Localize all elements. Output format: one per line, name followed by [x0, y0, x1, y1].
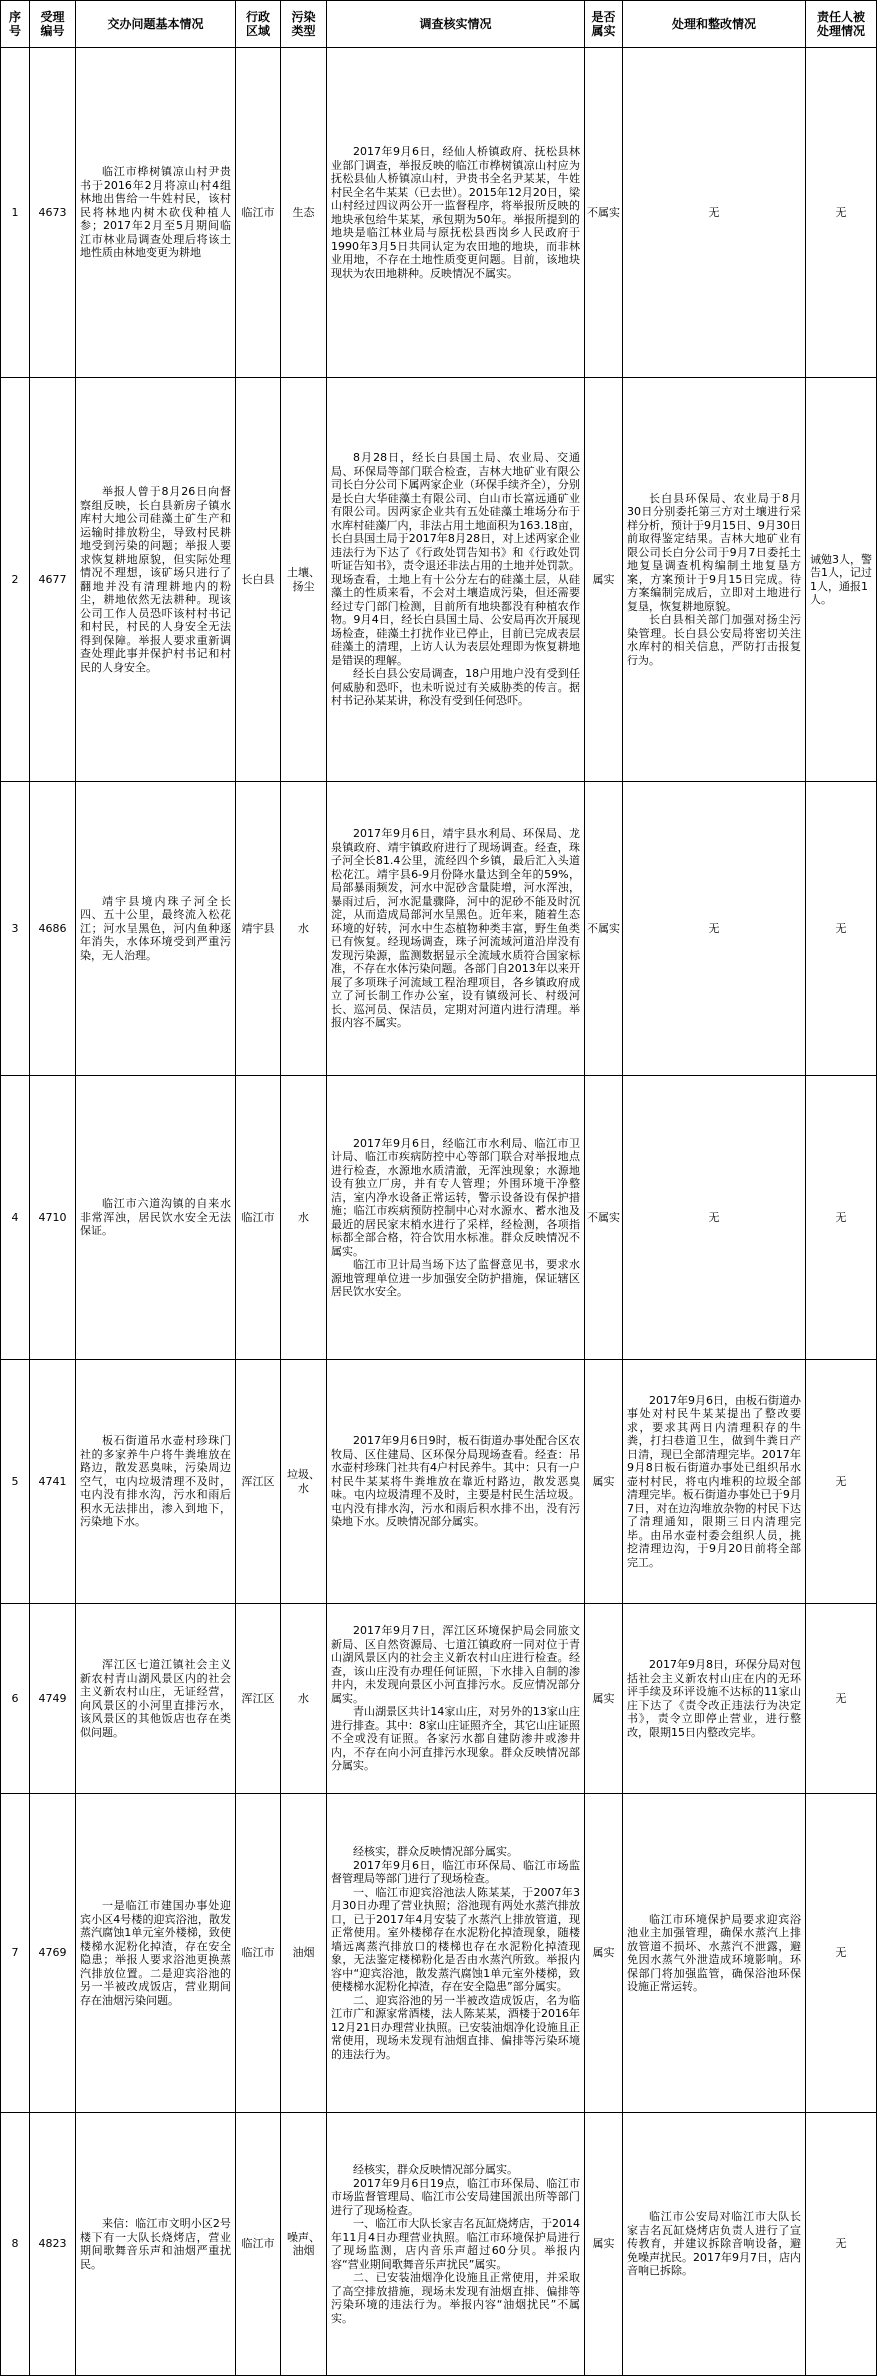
header-verified — [585, 0, 623, 48]
handling-text: 无 — [708, 921, 720, 935]
pollution-type-cell — [281, 1604, 327, 1794]
investigation-cell — [327, 782, 585, 1076]
accountability-text: 无 — [835, 205, 847, 219]
investigation-cell — [327, 2113, 585, 2376]
investigation-text: 一、临江市迎宾浴池法人陈某某，于2007年3月30日办理了营业执照；浴池现有两处水蒸汽排放口，已于2017年4月安装了水蒸汽上排放管道，现正常使用。室外楼梯存在水泥粉化掉渣现象，随楼墙远离蒸汽排放口的楼梯也存在水泥粉化掉渣现象，无法鉴定楼梯粉化是否由水蒸汽所致。举报内容中“迎宾浴池，散发蒸汽腐蚀1单元室外楼梯，致使楼梯水泥粉化掉渣，存在安全隐患”部分属实。 — [331, 1885, 580, 1993]
issue-cell — [76, 1360, 236, 1604]
seq-text: 5 — [11, 1474, 19, 1488]
seq-cell — [0, 1794, 30, 2113]
region-cell — [236, 48, 281, 378]
header-issue — [76, 0, 236, 48]
pollution-type-cell — [281, 2113, 327, 2376]
pollution-type-text: 土壤、扬尘 — [287, 566, 320, 593]
seq-text: 1 — [11, 205, 19, 219]
case-number-cell — [30, 48, 76, 378]
handling-text: 2017年9月6日，由板石街道办事处对村民牛某某提出了整改要求，要求其两日内清理积存的牛粪，打扫巷道卫生，做到牛粪日产日清，现已全部清理完毕。2017年9月8日板石街道办事处已组织吊水壶村村民，将屯内堆积的垃圾全部清理完毕。板石街道办事处已于9月7日，对在边沟堆放杂物的村民下达了清理通知，限期三日内清理完毕。由吊水壶村委会组织人员，挑挖清理边沟，于9月20日前将全部完工。 — [627, 1393, 801, 1569]
handling-text: 长白县环保局、农业局于8月30日分别委托第三方对土壤进行采样分析，预计于9月15日、9月30日前取得鉴定结果。吉林大地矿业有限公司长白分公司于9月7日委托土地复垦调查机构编制土地复垦方案，方案预计于9月15日完成。待方案编制完成后，立即对土地进行复垦，恢复耕地原貌。 — [627, 491, 801, 613]
investigation-text: 经核实，群众反映情况部分属实。 — [353, 2163, 518, 2176]
pollution-type-cell — [281, 48, 327, 378]
seq-text: 7 — [11, 1946, 19, 1960]
case-number-cell — [30, 1360, 76, 1604]
verified-text: 属实 — [592, 1691, 615, 1705]
header-investigation — [327, 0, 585, 48]
header-case-number-label: 受理编号 — [40, 10, 65, 38]
region-text: 临江市 — [241, 1210, 275, 1224]
investigation-cell — [327, 1360, 585, 1604]
handling-text: 2017年9月8日，环保分局对包括社会主义新农村山庄在内的无环评手续及环评设施不达标的11家山庄下达了《责令改正违法行为决定书》，责令立即停止营业，进行整改，限期15日内整改完毕。 — [627, 1658, 801, 1739]
accountability-cell — [806, 1076, 877, 1360]
handling-cell — [623, 782, 806, 1076]
handling-text: 无 — [708, 1210, 720, 1224]
pollution-type-text: 水 — [298, 1210, 309, 1224]
table-row — [0, 782, 877, 1076]
accountability-cell — [806, 1604, 877, 1794]
handling-text: 长白县相关部门加强对扬尘污染管理。长白县公安局将密切关注水库村的相关信息，严防打击报复行为。 — [627, 613, 801, 667]
investigation-text: 2017年9月6日，临江市环保局、临江市场监督管理局等部门进行了现场检查。 — [331, 1858, 580, 1885]
table-row — [0, 1076, 877, 1360]
region-text: 靖宇县 — [241, 921, 275, 935]
issue-cell — [76, 1076, 236, 1360]
issue-cell — [76, 1604, 236, 1794]
table-row — [0, 378, 877, 782]
header-region — [236, 0, 281, 48]
handling-cell — [623, 1360, 806, 1604]
verified-cell — [585, 48, 623, 378]
case-number-cell — [30, 1794, 76, 2113]
investigation-text: 二、迎宾浴池的另一半被改造成饭店，名为临江市广和源家常酒楼，法人陈某某，酒楼于2016年12月21日办理营业执照。已安装油烟净化设施且正常使用，现场未发现有油烟直排、偏排等污染环境的违法行为。 — [331, 1993, 580, 2061]
issue-text: 临江市桦树镇凉山村尹贵书于2016年2月将凉山村4组林地出售给一牛姓村民，该村民将林地内树木砍伐种植人参；2017年2月至5月期间临江市林业局调查处理后将该土地性质由林地变更为耕地 — [80, 165, 231, 260]
investigation-text: 2017年9月6日9时，板石街道办事处配合区农牧局、区住建局、区环保分局现场查看。经查：吊水壶村珍珠门社共有4户村民养牛。其中：只有一户村民牛某某将牛粪堆放在靠近村路边，散发恶臭味。屯内垃圾清理不及时，主要是村民生活垃圾。屯内没有排水沟，污水和雨后积水排不出，没有污染地下水。反映情况部分属实。 — [331, 1434, 580, 1529]
accountability-text: 无 — [835, 921, 847, 935]
investigation-text: 经核实，群众反映情况部分属实。 — [353, 1845, 518, 1858]
investigation-text: 二、已安装油烟净化设施且正常使用，并采取了高空排放措施，现场未发现有油烟直排、偏排等污染环境的违法行为。举报内容“油烟扰民”不属实。 — [331, 2271, 580, 2325]
verified-cell — [585, 1604, 623, 1794]
seq-cell — [0, 782, 30, 1076]
header-seq — [0, 0, 30, 48]
handling-text: 临江市公安局对临江市大队长家吉名瓦缸烧烤店负责人进行了宣传教育，并建议拆除音响设备，避免噪声扰民。2017年9月7日，店内音响已拆除。 — [627, 2210, 801, 2278]
handling-cell — [623, 1076, 806, 1360]
accountability-text: 无 — [835, 1691, 847, 1705]
case-number-text: 4741 — [38, 1474, 67, 1488]
investigation-cell — [327, 1794, 585, 2113]
pollution-type-cell — [281, 782, 327, 1076]
case-number-text: 4823 — [38, 2237, 67, 2251]
case-number-cell — [30, 1604, 76, 1794]
handling-cell — [623, 2113, 806, 2376]
header-accountability-label: 责任人被处理情况 — [816, 10, 865, 38]
pollution-type-text: 水 — [298, 1691, 309, 1705]
issue-text: 一是临江市建国办事处迎宾小区4号楼的迎宾浴池，散发蒸汽腐蚀1单元室外楼梯，致使楼梯水泥粉化掉渣，存在安全隐患；举报人要求浴池更换蒸汽排放位置。二是迎宾浴池的另一半被改成饭店，营业期间存在油烟污染问题。 — [80, 1899, 231, 2007]
accountability-cell — [806, 378, 877, 782]
accountability-text: 无 — [835, 1946, 847, 1960]
case-number-text: 4749 — [38, 1691, 67, 1705]
issue-text: 来信：临江市文明小区2号楼下有一大队长烧烤店，营业期间歌舞音乐声和油烟严重扰民。 — [80, 2217, 231, 2271]
investigation-text: 2017年9月6日，经临江市水利局、临江市卫计局、临江市疾病防控中心等部门联合对举报地点进行检查，水源地水质清澈，无浑浊现象；水源地设有独立厂房，并有专人管理；外围环境干净整洁，室内净水设备正常运转，警示设备设有保护措施；临江市疾病预防控制中心对水源水、蓄水池及最近的居民家末梢水进行了采样，经检测，各项指标都全部合格，符合饮用水标准。群众反映情况不属实。 — [331, 1136, 580, 1258]
seq-text: 2 — [11, 572, 19, 586]
seq-cell — [0, 1360, 30, 1604]
investigation-text: 2017年9月6日19点，临江市环保局、临江市市场监督管理局、临江市公安局建国派出所等部门进行了现场检查。 — [331, 2176, 580, 2217]
region-cell — [236, 378, 281, 782]
region-cell — [236, 782, 281, 1076]
region-text: 浑江区 — [241, 1691, 275, 1705]
pollution-type-cell — [281, 378, 327, 782]
header-accountability — [806, 0, 877, 48]
verified-text: 属实 — [592, 572, 615, 586]
investigation-text: 2017年9月6日，靖宇县水利局、环保局、龙泉镇政府、靖宇镇政府进行了现场调查。经查，珠子河全长81.4公里，流经四个乡镇，最后汇入头道松花江。靖宇县6-9月份降水量达到全年的59%，局部暴雨频发，河水中泥砂含量陡增，河水浑浊，暴雨过后，河水泥量骤降，河中的泥砂不能及时沉淀，从而造成局部河水呈黑色。近年来，随着生态环境的好转，河水中生态植物种类丰富，野生鱼类已有恢复。经现场调查，珠子河流域河道沿岸没有发现污染源，监测数据显示全流域水质符合国家标准，不存在水体污染问题。各部门自2013年以来开展了多项珠子河流域工程治理项目，各乡镇政府成立了河长制工作办公室，设有镇级河长、村级河长、巡河员、保洁员，定期对河道内进行清理。举报内容不属实。 — [331, 827, 580, 1030]
pollution-type-text: 水 — [298, 921, 309, 935]
investigation-cell — [327, 1604, 585, 1794]
verified-cell — [585, 1794, 623, 2113]
seq-text: 3 — [11, 921, 19, 935]
issue-cell — [76, 782, 236, 1076]
table-row — [0, 48, 877, 378]
header-handling-label: 处理和整改情况 — [671, 17, 756, 31]
table-row — [0, 1604, 877, 1794]
accountability-text: 无 — [835, 1210, 847, 1224]
investigation-cell — [327, 48, 585, 378]
verified-cell — [585, 782, 623, 1076]
seq-cell — [0, 378, 30, 782]
case-number-cell — [30, 2113, 76, 2376]
case-number-text: 4710 — [38, 1210, 67, 1224]
pollution-type-cell — [281, 1794, 327, 2113]
handling-text: 临江市环境保护局要求迎宾浴池业主加强管理，确保水蒸汽上排放管道不损坏、水蒸汽不泄露，避免因水蒸气外泄造成环境影响。环保部门将加强监管，确保浴池环保设施正常运转。 — [627, 1912, 801, 1993]
table-body — [0, 48, 877, 2376]
issue-text: 浑江区七道江镇社会主义新农村青山湖风景区内的社会主义新农村山庄，无证经营，向风景区的小河里直排污水，该风景区的其他饭店也存在类似问题。 — [80, 1658, 231, 1739]
investigation-text: 青山湖景区共计14家山庄，对另外的13家山庄进行排查。其中：8家山庄证照齐全，其它山庄证照不全或没有证照。各家污水都自建防渗井或渗井内，不存在向小河直排污水现象。群众反映情况部分属实。 — [331, 1705, 580, 1773]
region-text: 长白县 — [241, 572, 275, 586]
issue-text: 临江市六道沟镇的自来水非常浑浊，居民饮水安全无法保证。 — [80, 1197, 231, 1238]
case-number-cell — [30, 782, 76, 1076]
region-text: 临江市 — [241, 1946, 275, 1960]
verified-text: 不属实 — [587, 205, 620, 219]
handling-text: 无 — [708, 205, 720, 219]
investigation-text: 临江市卫计局当场下达了监督意见书，要求水源地管理单位进一步加强安全防护措施，保证辖区居民饮水安全。 — [331, 1258, 580, 1298]
investigation-text: 2017年9月7日，浑江区环境保护局会同旅文新局、区自然资源局、七道江镇政府一同对位于青山湖风景区内的社会主义新农村山庄进行检查。经查，该山庄没有办理任何证照，下水排入自制的渗井内，未发现向景区小河直排污水。反应情况部分属实。 — [331, 1624, 580, 1705]
header-issue-label: 交办问题基本情况 — [107, 17, 204, 31]
handling-cell — [623, 48, 806, 378]
accountability-cell — [806, 1360, 877, 1604]
verified-text: 不属实 — [587, 1210, 620, 1224]
case-number-cell — [30, 1076, 76, 1360]
verified-cell — [585, 1360, 623, 1604]
table-row — [0, 1360, 877, 1604]
table-row — [0, 2113, 877, 2376]
pollution-type-cell — [281, 1076, 327, 1360]
verified-text: 属实 — [592, 1946, 615, 1960]
case-number-text: 4677 — [38, 572, 67, 586]
case-number-text: 4686 — [38, 921, 67, 935]
verified-text: 属实 — [592, 1474, 615, 1488]
accountability-cell — [806, 1794, 877, 2113]
table-header — [0, 0, 877, 48]
issue-cell — [76, 48, 236, 378]
header-region-label: 行政区域 — [245, 10, 270, 38]
header-investigation-label: 调查核实情况 — [419, 17, 492, 31]
accountability-cell — [806, 48, 877, 378]
seq-text: 8 — [11, 2237, 19, 2251]
accountability-cell — [806, 782, 877, 1076]
table-row — [0, 1794, 877, 2113]
handling-cell — [623, 1794, 806, 2113]
region-cell — [236, 1604, 281, 1794]
pollution-type-text: 垃圾、水 — [287, 1468, 320, 1495]
region-cell — [236, 1076, 281, 1360]
region-cell — [236, 2113, 281, 2376]
seq-cell — [0, 1076, 30, 1360]
region-text: 浑江区 — [241, 1474, 275, 1488]
region-cell — [236, 1360, 281, 1604]
header-verified-label: 是否属实 — [591, 10, 616, 38]
verified-cell — [585, 378, 623, 782]
issue-cell — [76, 378, 236, 782]
seq-text: 6 — [11, 1691, 19, 1705]
investigation-text: 经长白县公安局调查，18户用地户没有受到任何威胁和恐吓，也未听说过有关威胁类的传言。据村书记孙某某讲，称没有受到任何恐吓。 — [331, 667, 580, 708]
region-text: 临江市 — [241, 2237, 275, 2251]
verified-cell — [585, 1076, 623, 1360]
investigation-text: 2017年9月6日，经仙人桥镇政府、抚松县林业部门调查，举报反映的临江市桦树镇凉山村应为抚松县仙人桥镇凉山村，尹贵书全名尹某某，牛姓村民全名牛某某（已去世）。2015年12月20日，梁山村经过四议两公开一监督程序，将举报所反映的地块承包给牛某某，承包期为50年。举报所提到的地块是临江林业局与原抚松县西岗乡人民政府于1990年3月5日共同认定为农田地的地块，而非林业用地，不存在土地性质变更问题。目前，该地块现状为农田地耕种。反映情况不属实。 — [331, 145, 580, 280]
seq-cell — [0, 48, 30, 378]
investigation-text: 一、临江市大队长家吉名瓦缸烧烤店，于2014年11月4日办理营业执照。临江市环境保护局进行了现场监测，店内音乐声超过60分贝。举报内容“营业期间歌舞音乐声扰民”属实。 — [331, 2217, 580, 2271]
header-case-number — [30, 0, 76, 48]
issue-cell — [76, 1794, 236, 2113]
pollution-type-text: 生态 — [292, 205, 315, 219]
issue-text: 举报人曾于8月26日向督察组反映，长白县新房子镇水库村大地公司硅藻土矿生产和运输时排放粉尘，导致村民耕地受到污染的问题；举报人要求恢复耕地原貌，但实际处理情况不理想，该矿场只进行了翻地并没有清理耕地内的粉尘，耕地依然无法耕种。现该公司工作人员恐吓该村村书记和村民，村民的人身安全无法得到保障。举报人要求重新调查处理此事并保护村书记和村民的人身安全。 — [80, 485, 231, 674]
seq-text: 4 — [11, 1210, 19, 1224]
header-seq-label: 序号 — [8, 10, 21, 38]
accountability-text: 诫勉3人，警告1人，记过1人，通报1人。 — [810, 552, 872, 606]
handling-cell — [623, 1604, 806, 1794]
investigation-text: 8月28日，经长白县国土局、农业局、交通局、环保局等部门联合检查，吉林大地矿业有限公司长白分公司下属两家企业（环保手续齐全），分别是长白大华硅藻土有限公司、白山市长富远通矿业有限公司。因两家企业共有五处硅藻土堆场分布于水库村硅藻厂内，非法占用土地面积为163.18亩，长白县国土局于2017年8月28日，对上述两家企业违法行为下达了《行政处罚告知书》和《行政处罚听证告知书》，责令退还非法占用的土地并处罚款。现场查看，土地上有十公分左右的硅藻土层，从硅藻土的性质来看，不会对土壤造成污染，但还需要经过专门部门检测，目前所有地块都没有种植农作物。9月4日，经长白县国土局、公安局再次开展现场检查，硅藻土打扰作业已停止，目前已完成表层硅藻土的清理，上访人认为表层处理即为恢复耕地是错误的理解。 — [331, 451, 580, 667]
verified-text: 不属实 — [587, 921, 620, 935]
header-pollution-type — [281, 0, 327, 48]
investigation-cell — [327, 378, 585, 782]
seq-cell — [0, 2113, 30, 2376]
seq-cell — [0, 1604, 30, 1794]
investigation-cell — [327, 1076, 585, 1360]
issue-text: 板石街道吊水壶村珍珠门社的多家养牛户将牛粪堆放在路边，散发恶臭味，污染周边空气，屯内垃圾清理不及时，屯内没有排水沟，污水和雨后积水无法排出，渗入到地下，污染地下水。 — [80, 1434, 231, 1529]
issue-cell — [76, 2113, 236, 2376]
case-number-text: 4673 — [38, 205, 67, 219]
pollution-type-cell — [281, 1360, 327, 1604]
accountability-text: 无 — [835, 1474, 847, 1488]
issue-text: 靖宇县境内珠子河全长四、五十公里，最终流入松花江；河水呈黑色，河内鱼种逐年消失，水体环境受到严重污染，无人治理。 — [80, 894, 231, 962]
verified-cell — [585, 2113, 623, 2376]
region-text: 临江市 — [241, 205, 275, 219]
handling-cell — [623, 378, 806, 782]
pollution-type-text: 油烟 — [292, 1946, 315, 1960]
header-handling — [623, 0, 806, 48]
region-cell — [236, 1794, 281, 2113]
case-number-cell — [30, 378, 76, 782]
verified-text: 属实 — [592, 2237, 615, 2251]
accountability-cell — [806, 2113, 877, 2376]
header-pollution-type-label: 污染类型 — [291, 10, 316, 38]
accountability-text: 无 — [835, 2237, 847, 2251]
case-number-text: 4769 — [38, 1946, 67, 1960]
pollution-type-text: 噪声、油烟 — [287, 2230, 320, 2257]
